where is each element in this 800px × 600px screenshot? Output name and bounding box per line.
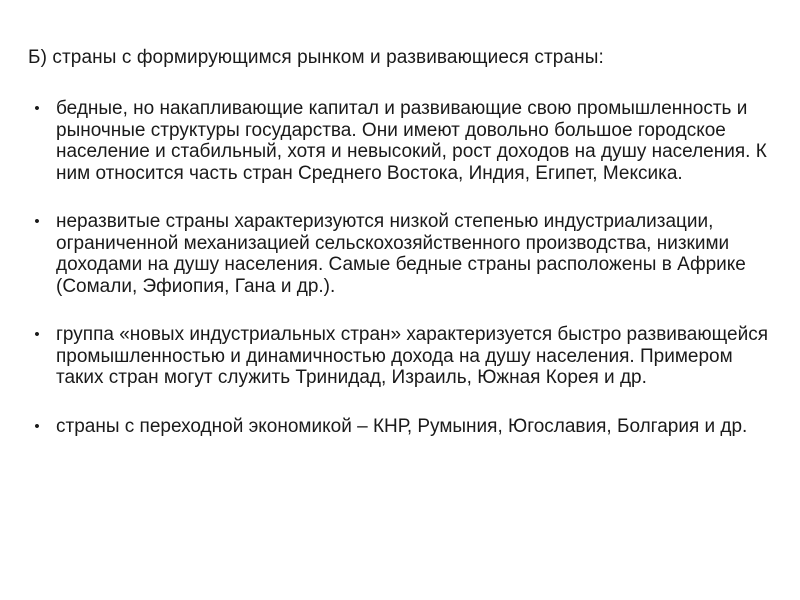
slide-heading: Б) страны с формирующимся рынком и развивающиеся страны: (28, 47, 604, 68)
bullet-item (28, 211, 768, 297)
bullet-list (28, 98, 768, 464)
bullet-text: бедные, но накапливающие капитал и развивающие свою промышленность и рыночные структуры государства. Они имеют довольно большое городское население и стабильный, хотя и невысокий, рост доходов на душу населения. К ним относится часть стран Среднего Востока, Индия, Египет, Мексика. (56, 98, 767, 184)
bullet-text: страны с переходной экономикой – КНР, Румыния, Югославия, Болгария и др. (56, 415, 748, 437)
bullet-text: группа «новых индустриальных стран» характеризуется быстро развивающейся промышленностью и динамичностью дохода на душу населения. Примером таких стран могут служить Тринидад, Израиль, Южная Корея и др. (56, 324, 768, 388)
bullet-text: неразвитые страны характеризуются низкой степенью индустриализации, ограниченной механизацией сельскохозяйственного производства, низкими доходами на душу населения. Самые бедные страны расположены в Африке (Сомали, Эфиопия, Гана и др.). (56, 211, 746, 297)
bullet-marker: • (34, 213, 40, 230)
bullet-marker: • (34, 326, 40, 343)
bullet-item (28, 416, 768, 438)
bullet-item (28, 98, 768, 184)
bullet-item (28, 324, 768, 389)
bullet-marker: • (34, 417, 40, 435)
bullet-marker: • (34, 100, 40, 117)
